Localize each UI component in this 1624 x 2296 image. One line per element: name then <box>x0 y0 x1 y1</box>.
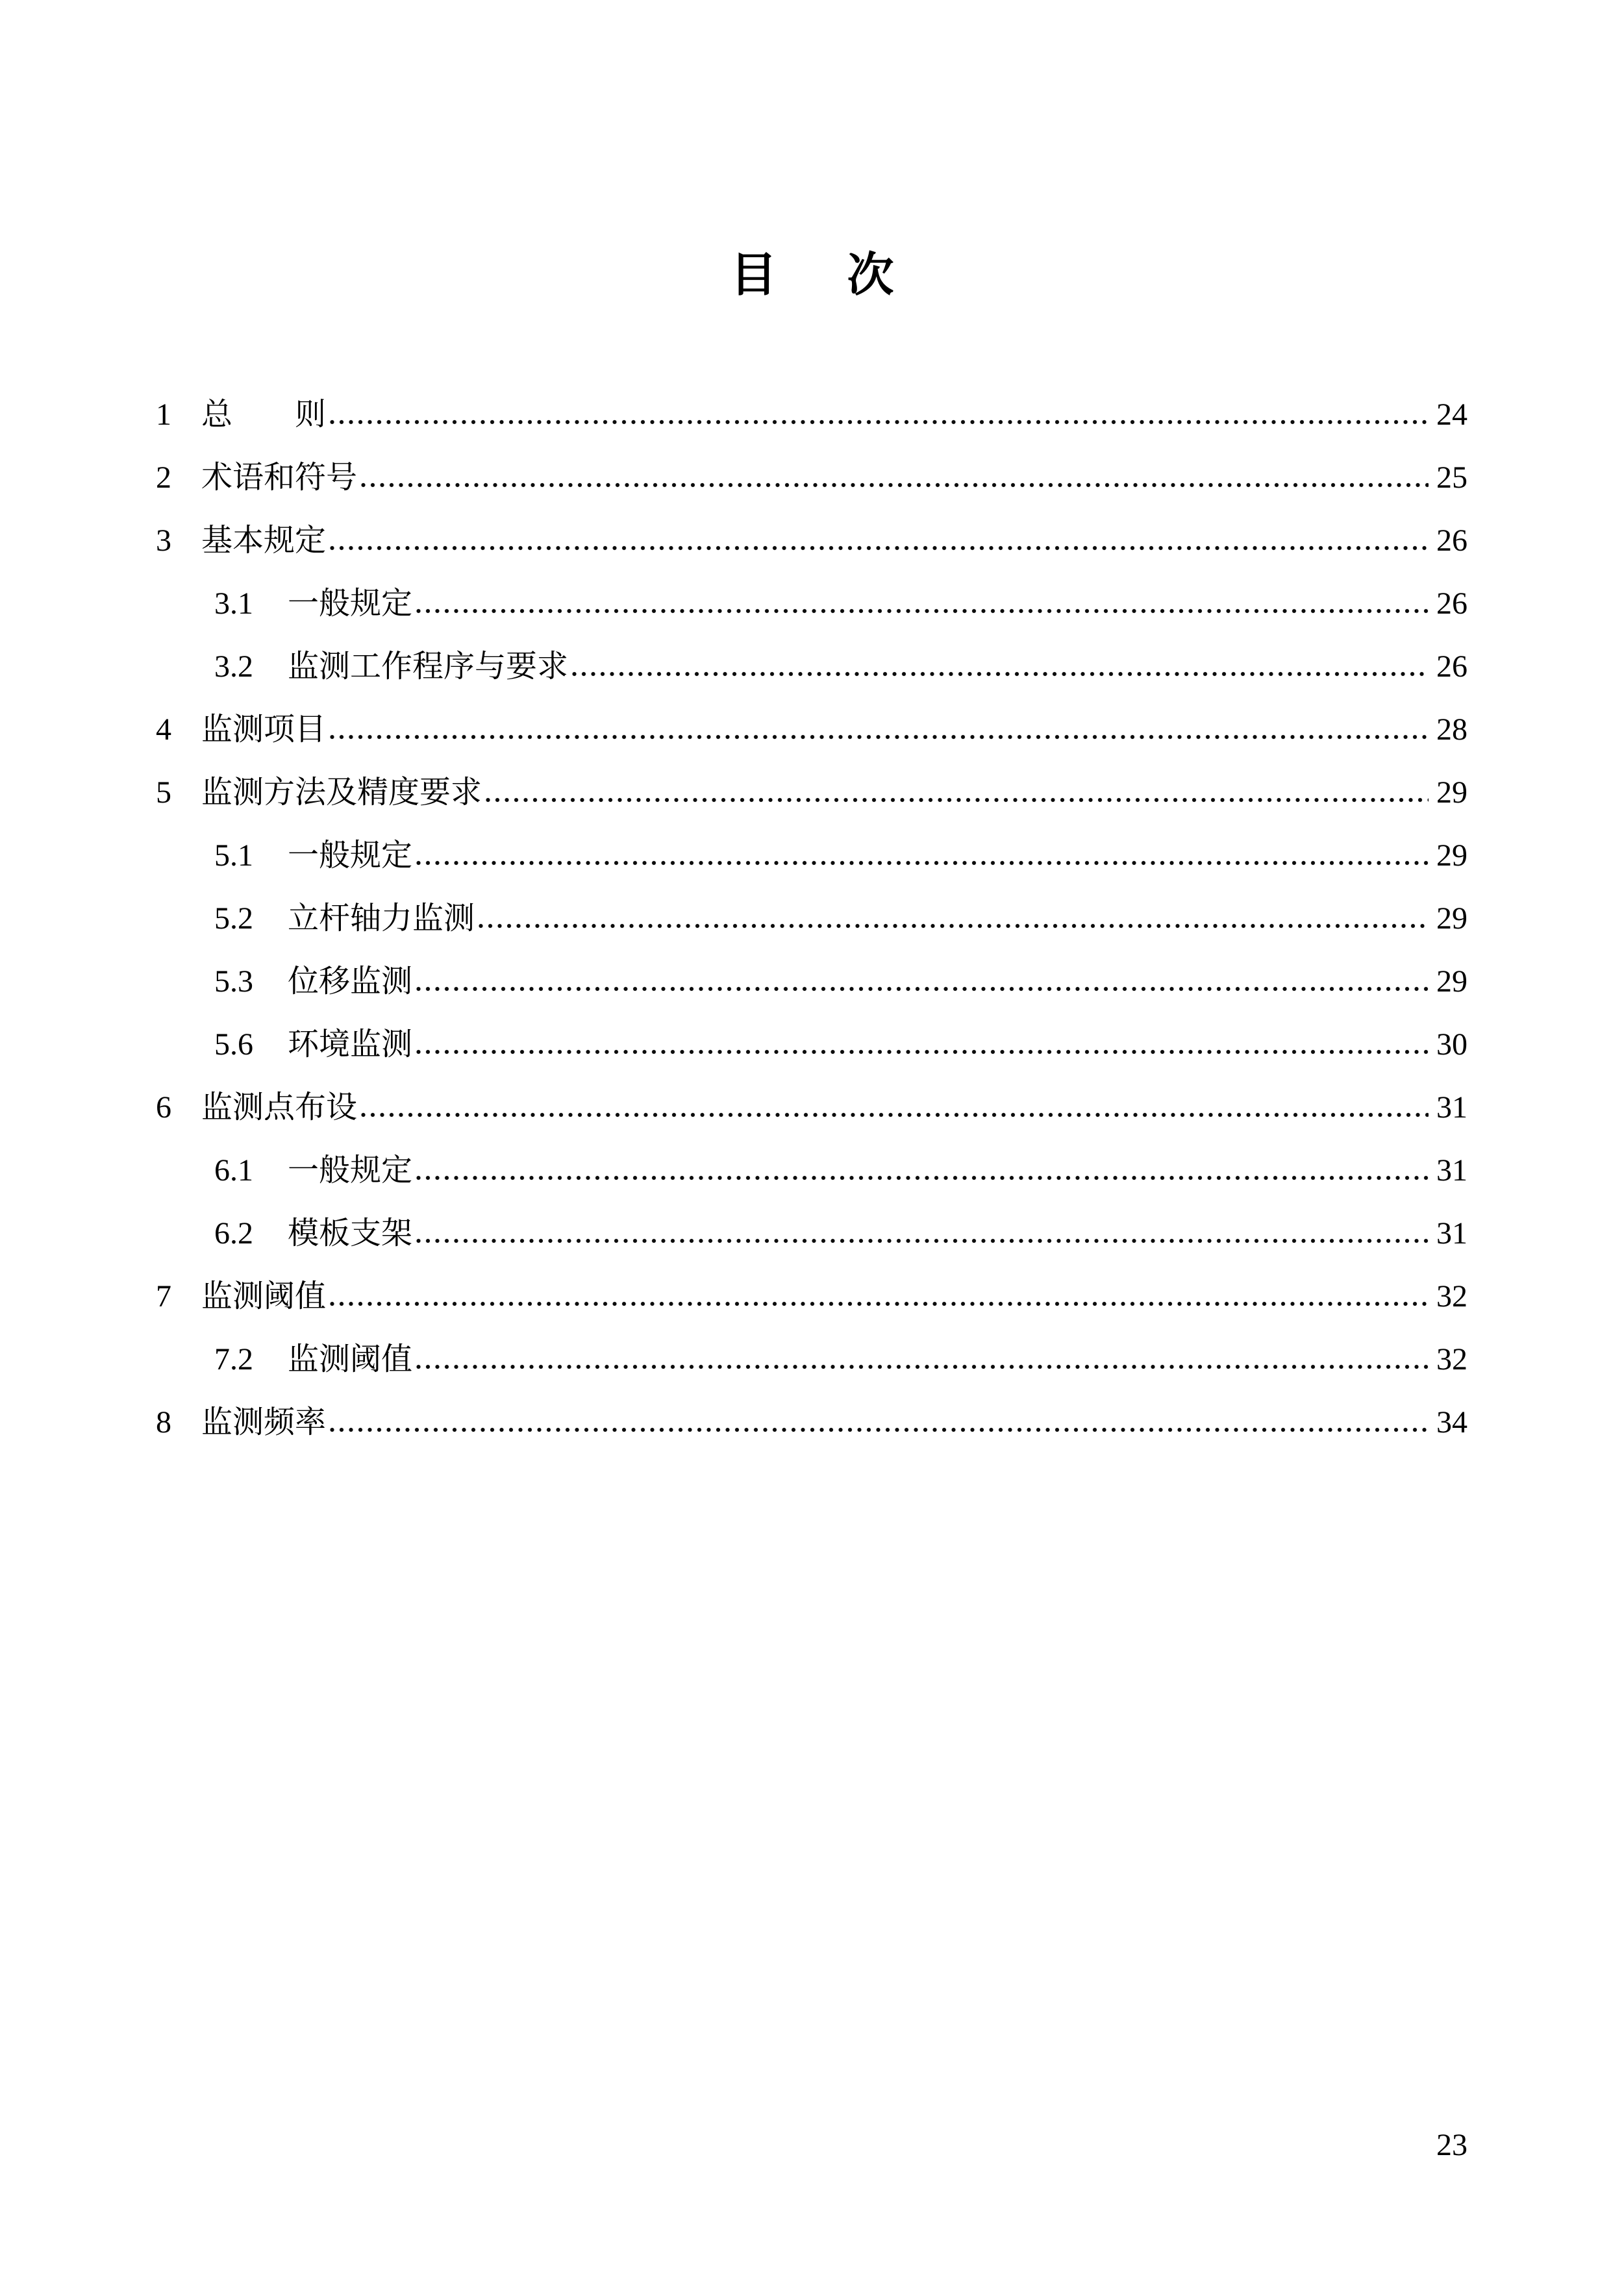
toc-entry-number: 1 <box>156 397 171 432</box>
toc-entry <box>156 824 1468 887</box>
toc-entry-number: 3.2 <box>214 649 253 684</box>
toc-entry-number: 5.2 <box>214 901 253 936</box>
toc-entry <box>156 698 1468 761</box>
toc-entry-label: 一般规定 <box>288 586 413 621</box>
toc-entry-number: 7.2 <box>214 1342 253 1377</box>
toc-entry <box>156 446 1468 509</box>
toc-entry-page: 34 <box>1436 1405 1468 1440</box>
dot-leader <box>330 1427 1429 1432</box>
toc-entry-page: 29 <box>1436 964 1468 999</box>
toc-entry-label: 立杆轴力监测 <box>288 901 475 936</box>
toc-entry-page: 32 <box>1436 1342 1468 1377</box>
toc-entry-number: 5 <box>156 775 171 810</box>
toc-entry-label: 监测工作程序与要求 <box>288 649 569 684</box>
dot-leader <box>572 671 1429 677</box>
dot-leader <box>479 923 1429 929</box>
toc-entry-number: 5.6 <box>214 1027 253 1062</box>
toc-entry-label: 一般规定 <box>288 838 413 873</box>
toc-entry-number: 6.2 <box>214 1216 253 1251</box>
toc-entry-number: 3.1 <box>214 586 253 621</box>
toc-entry-label: 一般规定 <box>288 1153 413 1188</box>
toc-entry-number: 2 <box>156 460 171 495</box>
toc-entry-page: 25 <box>1436 460 1468 495</box>
toc-entry-page: 32 <box>1436 1279 1468 1314</box>
toc-entry-label: 监测点布设 <box>201 1090 358 1125</box>
dot-leader <box>416 608 1429 614</box>
toc-entry-label: 术语和符号 <box>201 460 358 495</box>
toc-entry-page: 24 <box>1436 397 1468 432</box>
dot-leader <box>416 1238 1429 1243</box>
toc-entry-label: 模板支架 <box>288 1216 413 1251</box>
toc-entry <box>156 383 1468 446</box>
toc-entry-number: 3 <box>156 523 171 558</box>
toc-entry-page: 31 <box>1436 1153 1468 1188</box>
toc-entry <box>156 1139 1468 1202</box>
dot-leader <box>416 1175 1429 1180</box>
toc-entry-number: 6.1 <box>214 1153 253 1188</box>
toc-entry <box>156 1202 1468 1265</box>
toc-entry <box>156 887 1468 950</box>
footer-page-number: 23 <box>1436 2128 1468 2162</box>
toc-entry-label: 总 则 <box>201 397 327 432</box>
toc-entry-label: 位移监测 <box>288 964 413 999</box>
toc-entry-label: 监测项目 <box>201 712 327 747</box>
toc-entry <box>156 509 1468 572</box>
toc-entry-number: 5.3 <box>214 964 253 999</box>
toc-entry <box>156 1391 1468 1454</box>
toc-entry-number: 8 <box>156 1405 171 1440</box>
dot-leader <box>330 545 1429 551</box>
dot-leader <box>361 482 1429 488</box>
toc-entry-label: 环境监测 <box>288 1027 413 1062</box>
dot-leader <box>330 419 1429 425</box>
dot-leader <box>330 1301 1429 1306</box>
toc-entry <box>156 635 1468 698</box>
toc-entry-page: 28 <box>1436 712 1468 747</box>
toc-entry-number: 4 <box>156 712 171 747</box>
page-title: 目 次 <box>730 249 906 301</box>
toc-entry-number: 7 <box>156 1279 171 1314</box>
dot-leader <box>416 1364 1429 1369</box>
toc-entry-label: 监测阈值 <box>288 1342 413 1377</box>
dot-leader <box>416 1049 1429 1054</box>
toc-entry <box>156 950 1468 1013</box>
toc-entry-page: 26 <box>1436 649 1468 684</box>
toc-entry <box>156 1265 1468 1328</box>
dot-leader <box>486 797 1429 803</box>
dot-leader <box>361 1112 1429 1117</box>
toc-entry-number: 6 <box>156 1090 171 1125</box>
toc-entry-label: 基本规定 <box>201 523 327 558</box>
toc-entry-page: 31 <box>1436 1090 1468 1125</box>
toc-entry <box>156 761 1468 824</box>
toc-entry-page: 29 <box>1436 775 1468 810</box>
toc-entry-page: 30 <box>1436 1027 1468 1062</box>
toc-entry-page: 26 <box>1436 586 1468 621</box>
dot-leader <box>330 734 1429 740</box>
toc-list <box>156 383 1468 1454</box>
toc-entry-label: 监测频率 <box>201 1405 327 1440</box>
toc-entry-label: 监测阈值 <box>201 1279 327 1314</box>
dot-leader <box>416 986 1429 992</box>
toc-entry <box>156 1076 1468 1139</box>
toc-entry-label: 监测方法及精度要求 <box>201 775 482 810</box>
dot-leader <box>416 860 1429 866</box>
toc-entry-page: 31 <box>1436 1216 1468 1251</box>
toc-entry <box>156 1328 1468 1391</box>
toc-entry-number: 5.1 <box>214 838 253 873</box>
toc-entry <box>156 1013 1468 1076</box>
toc-entry-page: 26 <box>1436 523 1468 558</box>
toc-entry-page: 29 <box>1436 838 1468 873</box>
toc-entry <box>156 572 1468 635</box>
toc-entry-page: 29 <box>1436 901 1468 936</box>
